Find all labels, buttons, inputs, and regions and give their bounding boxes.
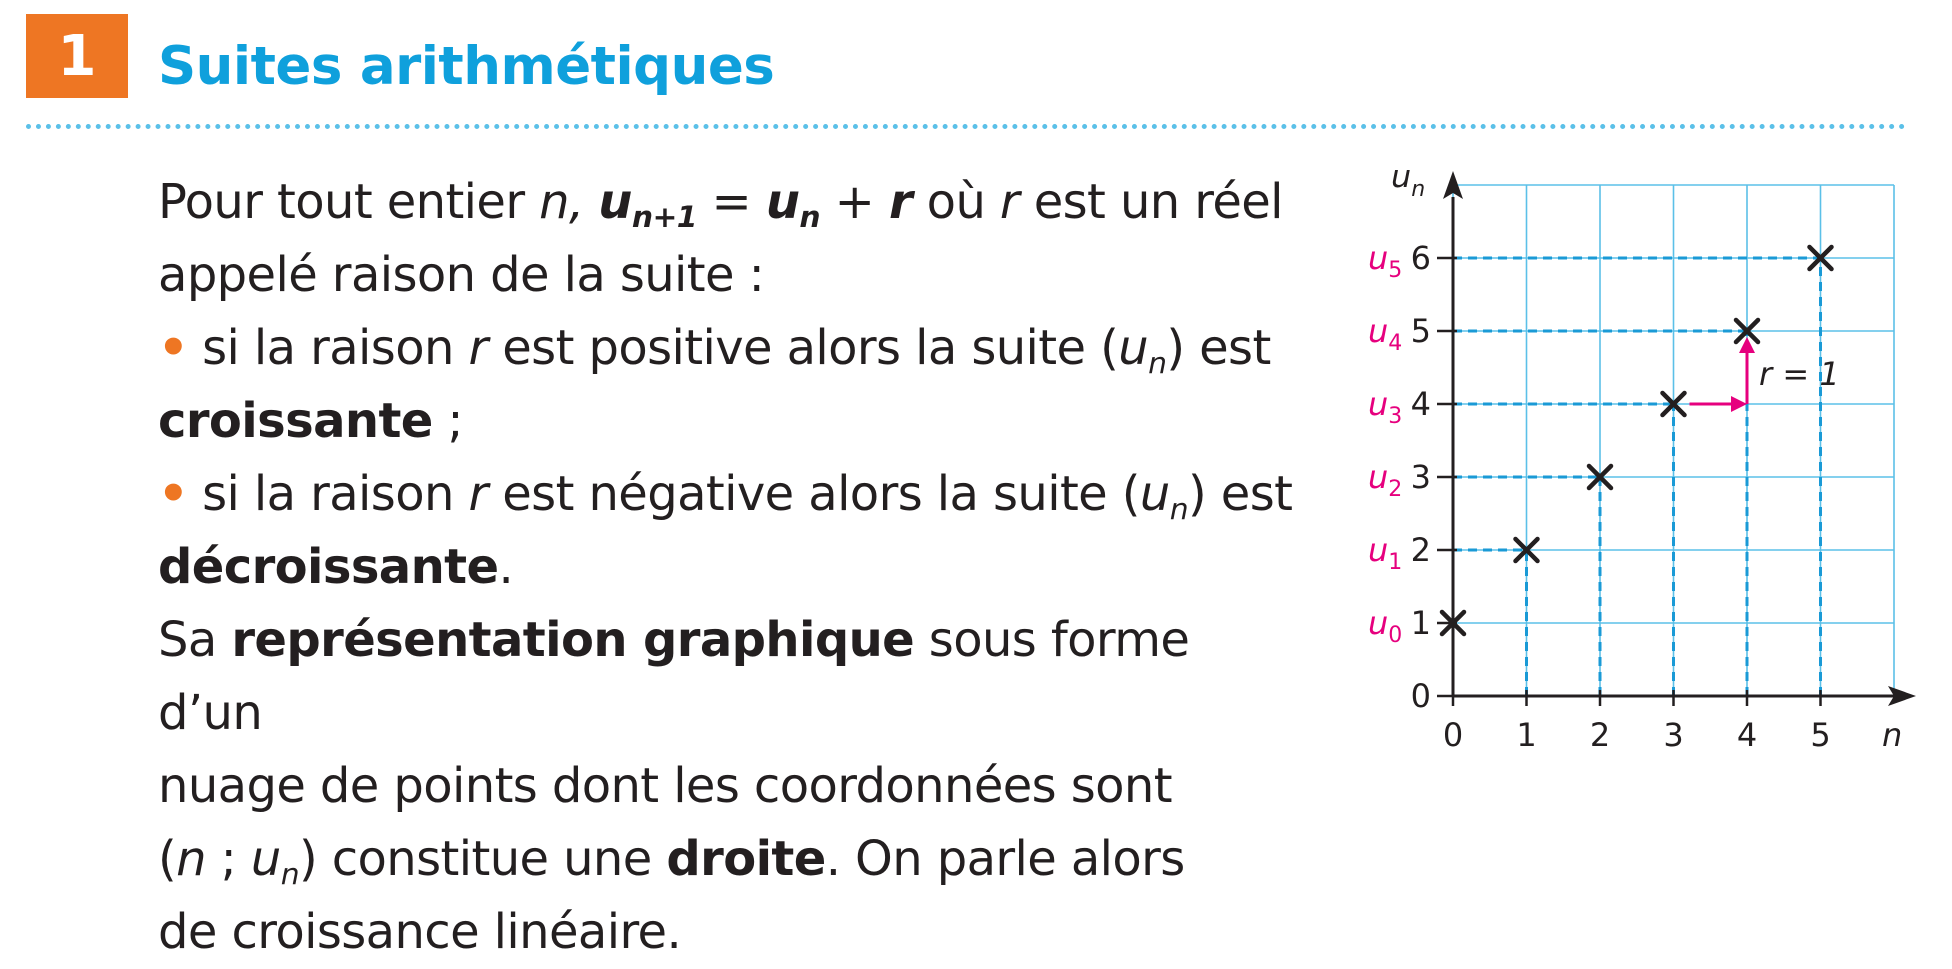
y-tick-label: 1 [1410,604,1431,642]
x-tick-label: 3 [1663,716,1684,754]
y-axis-label: $u_n$ [1391,170,1426,202]
section-number-badge [26,14,128,98]
bullet-increasing-cont: croissante ; [158,393,463,449]
point-label: $u_4$ [1368,312,1403,356]
bullet-increasing: • si la raison r est positive alors la suite $(u_n)$ est [158,320,1271,381]
point-label: $u_3$ [1368,385,1403,429]
step-arrow-head-horizontal [1731,396,1747,412]
bullet-mark: • [158,466,189,522]
sequence-chart [1350,170,1920,780]
x-tick-label: 4 [1736,716,1758,754]
y-tick-label: 6 [1410,239,1431,277]
definition-line-2: appelé raison de la suite : [158,247,765,303]
point-label: $u_1$ [1368,531,1403,575]
bullet-decreasing-cont: décroissante. [158,539,514,595]
section-number: 1 [57,23,97,89]
definition-text [158,166,1308,969]
graph-paragraph-1: Sa représentation graphique sous forme d’un [158,612,1190,741]
x-tick-label: 5 [1810,716,1831,754]
bullet-mark: • [158,320,189,376]
point-label: $u_2$ [1368,458,1403,502]
x-tick-label: 2 [1589,716,1611,754]
y-tick-label: 5 [1410,312,1431,350]
point-label: $u_0$ [1368,604,1403,648]
definition-line-1: Pour tout entier n, $u_{n+1} = u_n + r$ où r est un réel [158,174,1283,235]
y-tick-label: 3 [1410,458,1431,496]
x-tick-label: 1 [1516,716,1537,754]
section-title: Suites arithmétiques [158,36,775,97]
graph-paragraph-2: nuage de points dont les coordonnées sont [158,758,1172,814]
x-tick-label: 0 [1442,716,1464,754]
point-label: $u_5$ [1368,239,1403,283]
x-axis-label: n [1882,716,1903,754]
y-tick-label: 2 [1410,531,1431,569]
graph-paragraph-4: de croissance linéaire. [158,904,682,960]
dotted-divider [26,124,1906,129]
step-annotation-label: r = 1 [1759,355,1840,393]
bullet-decreasing: • si la raison r est négative alors la suite $(u_n)$ est [158,466,1293,527]
y-tick-label: 0 [1410,677,1431,715]
y-tick-label: 4 [1410,385,1431,423]
graph-paragraph-3: (n ; $u_n$) constitue une droite. On parle alors [158,831,1185,892]
